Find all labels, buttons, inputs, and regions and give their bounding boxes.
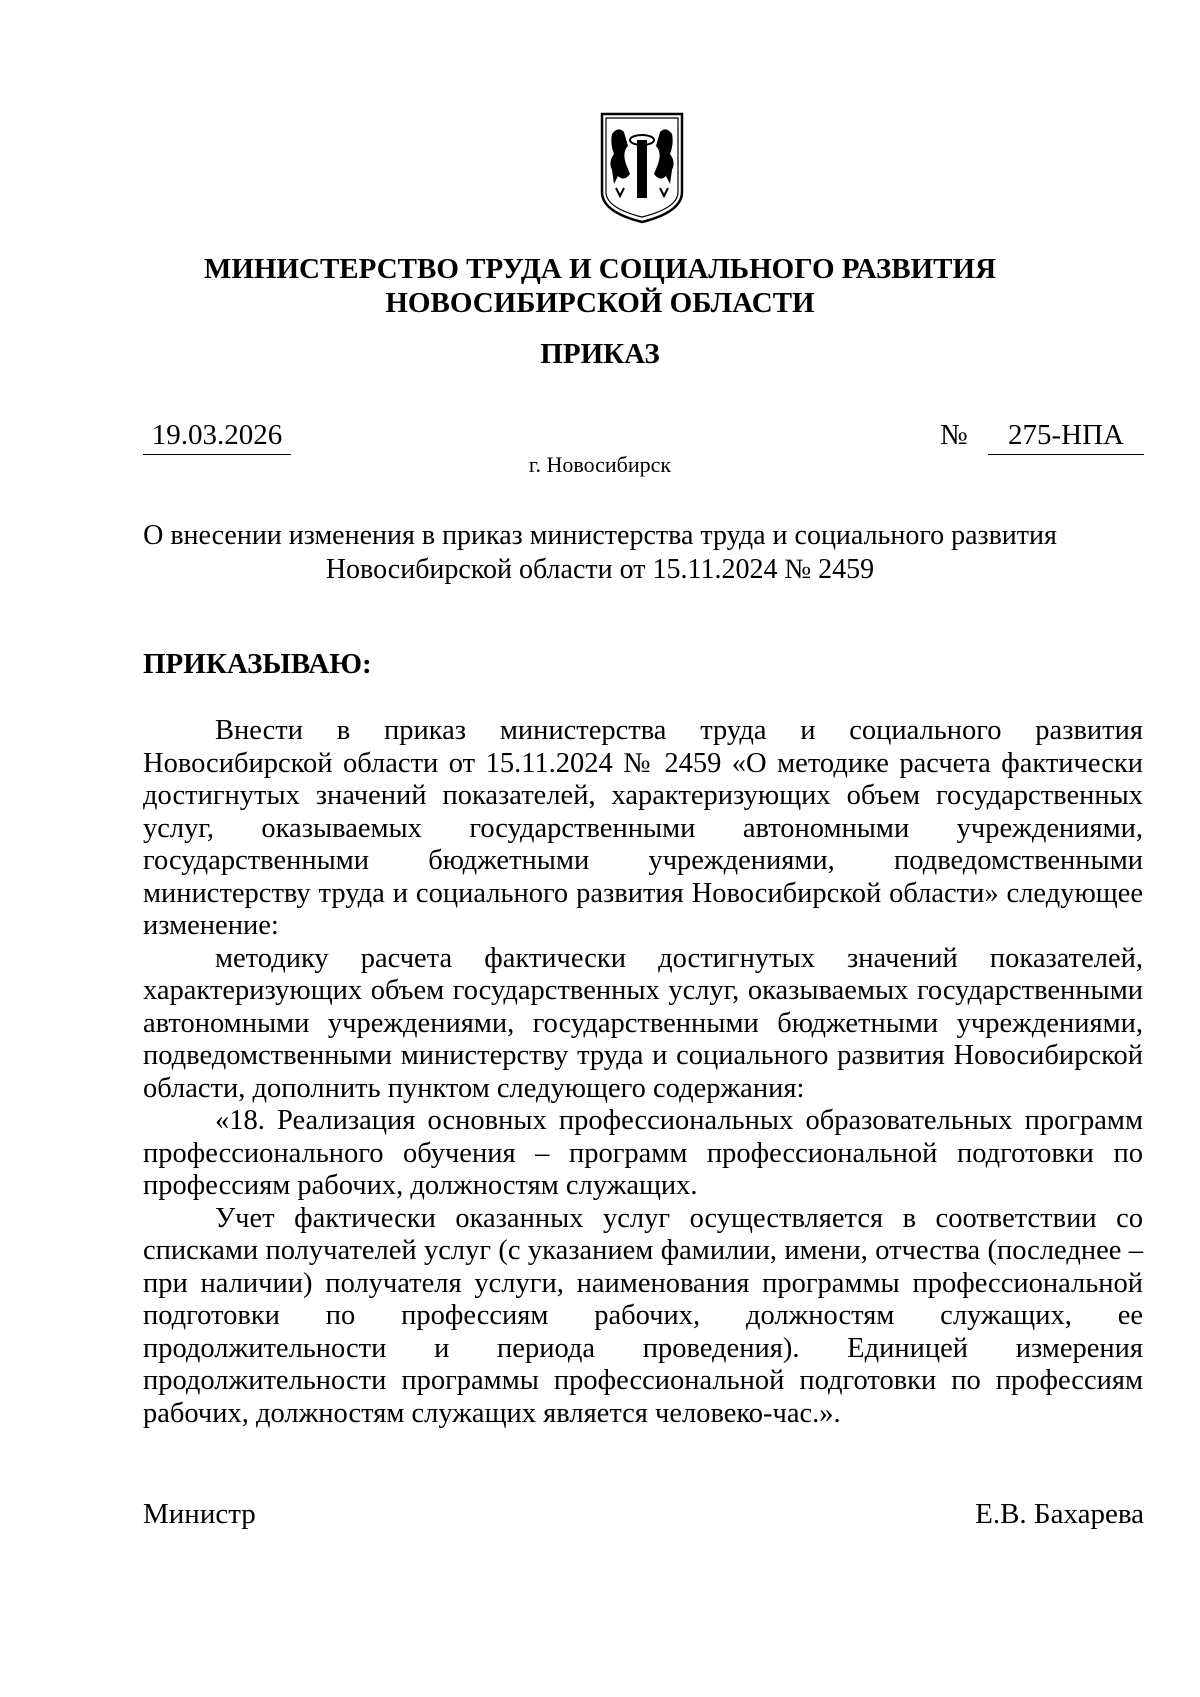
paragraph: «18. Реализация основных профессиональных образовательных программ профессионального обучения – программ профессиональной подготовки по профессиям рабочих, должностям служащих. (143, 1105, 1143, 1201)
signatory-name: Е.В. Бахарева (975, 1498, 1144, 1530)
document-date: 19.03.2026 (143, 418, 291, 455)
subject-line2: Новосибирской области от 15.11.2024 № 2459 (325, 554, 875, 585)
ministry-name (0, 252, 1200, 320)
order-verb: ПРИКАЗЫВАЮ: (143, 648, 372, 680)
paragraph: Внести в приказ министерства труда и социального развития Новосибирской области от 15.11.2024 № 2459 «О методике расчета фактически достигнутых значений показателей, характеризующих объем государственных услуг, оказываемых государственными автономными учреждениями, государственными бюджетными учреждениями, подведомственными министерству труда и социального развития Новосибирской области» следующее изменение: (143, 715, 1143, 941)
document-type: ПРИКАЗ (540, 338, 660, 370)
document-body (143, 715, 1143, 1430)
ministry-name-line2: НОВОСИБИРСКОЙ ОБЛАСТИ (385, 287, 815, 319)
document-number: 275-НПА (988, 418, 1144, 455)
document-subject (130, 519, 1070, 587)
signatory-position: Министр (143, 1498, 256, 1530)
coat-of-arms-emblem (600, 112, 684, 224)
paragraph: Учет фактически оказанных услуг осуществляется в соответствии со списками получателей услуг (с указанием фамилии, имени, отчества (последнее – при наличии) получателя услуги, наименования программы профессиональной подготовки по профессиям рабочих, должностям служащих, ее продолжительности и периода проведения). Единицей измерения продолжительности программы профессиональной подготовки по профессиям рабочих, должностям служащих является человеко-час.». (143, 1202, 1143, 1429)
number-sign: № (940, 419, 968, 451)
ministry-name-line1: МИНИСТЕРСТВО ТРУДА И СОЦИАЛЬНОГО РАЗВИТИЯ (203, 253, 997, 285)
city: г. Новосибирск (528, 452, 672, 477)
subject-line1: О внесении изменения в приказ министерства труда и социального развития (143, 520, 1057, 551)
paragraph: методику расчета фактически достигнутых значений показателей, характеризующих объем государственных услуг, оказываемых государственными автономными учреждениями, государственными бюджетными учреждениями, подведомственными министерству труда и социального развития Новосибирской области, дополнить пунктом следующего содержания: (143, 942, 1143, 1104)
